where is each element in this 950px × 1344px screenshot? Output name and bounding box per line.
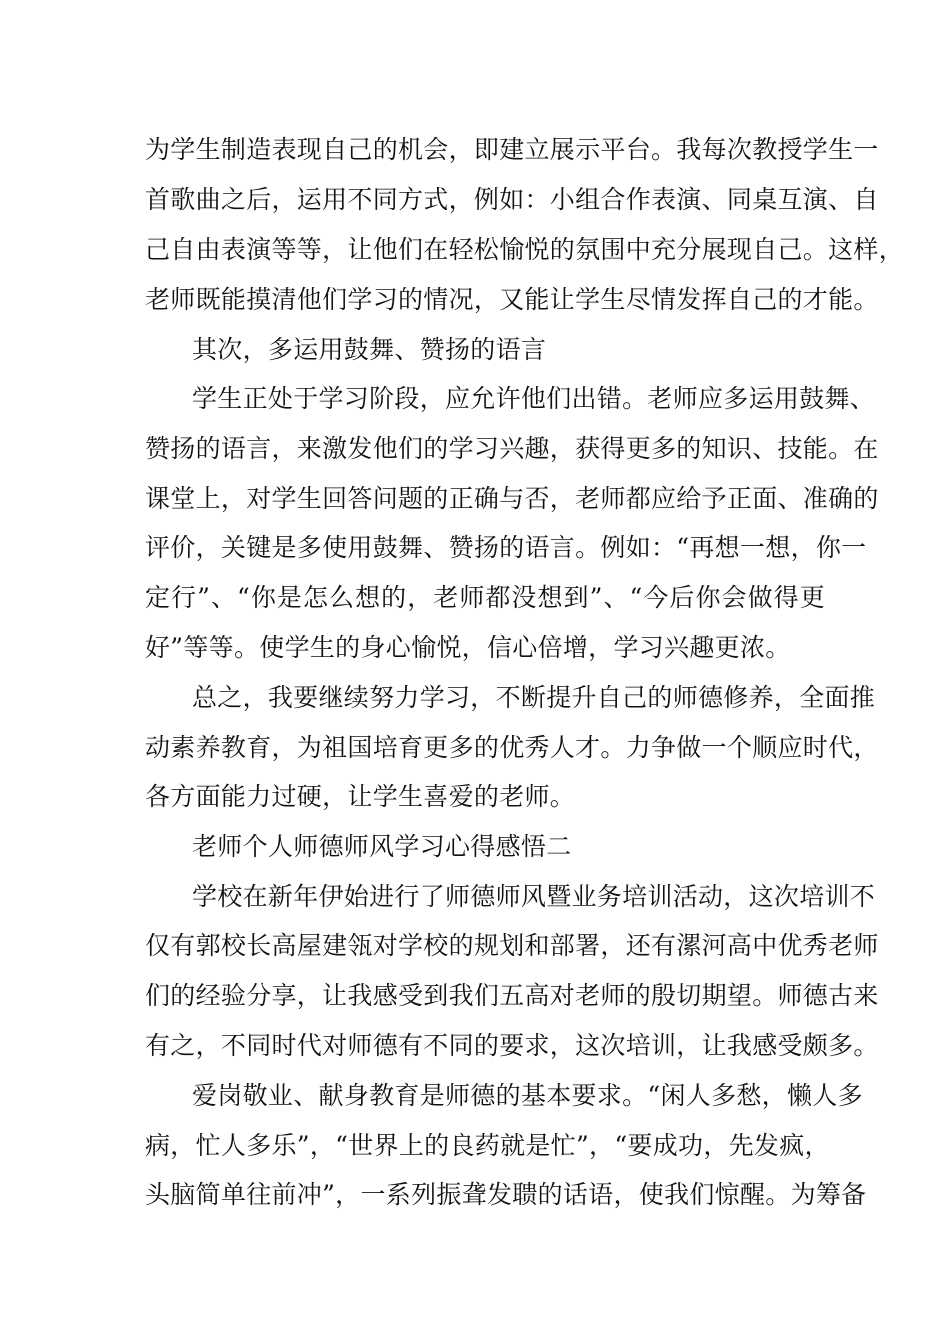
text-line: 动素养教育，为祖国培育更多的优秀人才。力争做一个顺应时代， xyxy=(145,733,879,762)
text-line: 学校在新年伊始进行了师德师风暨业务培训活动，这次培训不 xyxy=(192,882,876,911)
text-line: 评价，关键是多使用鼓舞、赞扬的语言。例如：“再想一想，你一 xyxy=(145,533,867,562)
text-line: 爱岗敬业、献身教育是师德的基本要求。“闲人多愁，懒人多 xyxy=(192,1081,863,1110)
text-line: 有之，不同时代对师德有不同的要求，这次培训，让我感受颇多。 xyxy=(145,1031,879,1060)
text-line: 赞扬的语言，来激发他们的学习兴趣，获得更多的知识、技能。在 xyxy=(145,434,879,463)
text-line: 课堂上，对学生回答问题的正确与否，老师都应给予正面、准确的 xyxy=(145,484,879,513)
text-line: 头脑简单往前冲”，一系列振聋发聩的话语，使我们惊醒。为筹备 xyxy=(145,1180,867,1209)
section-heading: 其次，多运用鼓舞、赞扬的语言 xyxy=(192,335,547,364)
text-line: 病，忙人多乐”，“世界上的良药就是忙”，“要成功，先发疯， xyxy=(145,1131,830,1160)
text-line: 首歌曲之后，运用不同方式，例如：小组合作表演、同桌互演、自 xyxy=(145,185,879,214)
text-line: 仅有郭校长高屋建瓴对学校的规划和部署，还有漯河高中优秀老师 xyxy=(145,931,879,960)
text-line: 们的经验分享，让我感受到我们五高对老师的殷切期望。师德古来 xyxy=(145,981,879,1010)
text-line: 各方面能力过硬，让学生喜爱的老师。 xyxy=(145,782,576,811)
text-line: 定行”、“你是怎么想的，老师都没想到”、“今后你会做得更 xyxy=(145,583,825,612)
text-line: 学生正处于学习阶段，应允许他们出错。老师应多运用鼓舞、 xyxy=(192,384,876,413)
text-line: 好”等等。使学生的身心愉悦，信心倍增，学习兴趣更浓。 xyxy=(145,633,791,662)
text-line: 老师既能摸清他们学习的情况，又能让学生尽情发挥自己的才能。 xyxy=(145,285,879,314)
text-line: 为学生制造表现自己的机会，即建立展示平台。我每次教授学生一 xyxy=(145,135,879,164)
section-heading: 老师个人师德师风学习心得感悟二 xyxy=(192,832,572,861)
text-line: 己自由表演等等，让他们在轻松愉悦的氛围中充分展现自己。这样， xyxy=(145,235,905,264)
text-line: 总之，我要继续努力学习，不断提升自己的师德修养，全面推 xyxy=(192,683,876,712)
